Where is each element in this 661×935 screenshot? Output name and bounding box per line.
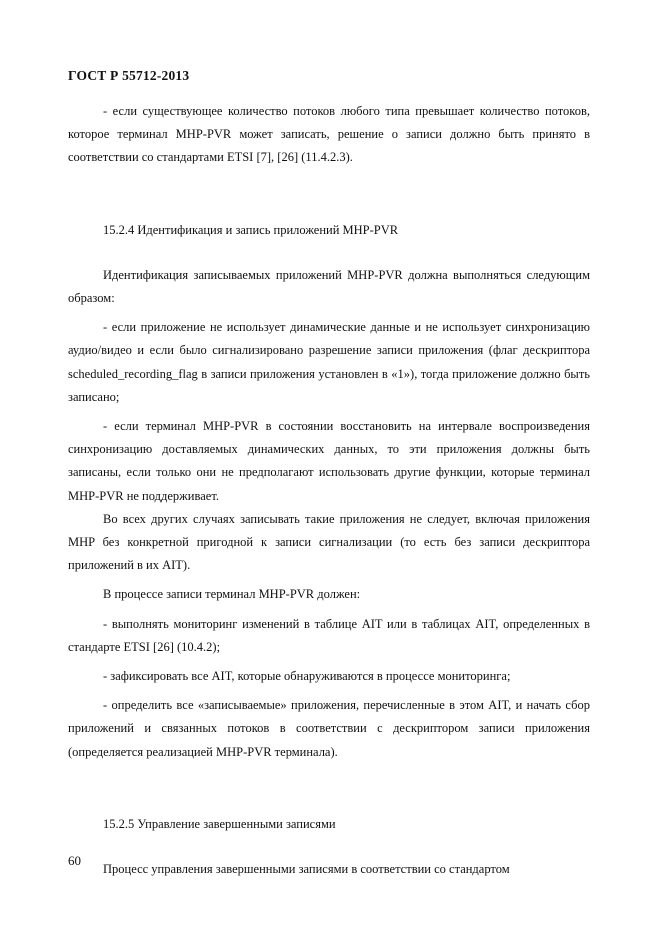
paragraph-sync-restore: - если терминал MHP-PVR в состоянии восстановить на интервале воспроизведения синхронизацию доставляемых динамических данных, то эти приложения должны быть записаны, если только они не предполагают использовать другие функции, которые терминал MHP-PVR не поддерживает.	[68, 419, 590, 503]
paragraph-fix-ait: - зафиксировать все AIT, которые обнаруживаются в процессе мониторинга;	[103, 669, 511, 684]
section-heading-15-2-4: 15.2.4 Идентификация и запись приложений MHP-PVR	[103, 222, 399, 237]
paragraph-identification: Идентификация записываемых приложений MHP-PVR должна выполняться следующим образом:	[68, 267, 590, 306]
paragraph-monitor-ait: - выполнять мониторинг изменений в таблице AIT или в таблицах AIT, определенных в стандарте ETSI [26] (10.4.2);	[68, 616, 590, 654]
document-header: ГОСТ Р 55712-2013	[68, 68, 190, 83]
page-number: 60	[68, 853, 81, 868]
paragraph-during-recording: В процессе записи терминал MHP-PVR должен:	[103, 587, 361, 602]
paragraph-management: Процесс управления завершенными записями в соответствии со стандартом	[103, 862, 510, 877]
paragraph-other-cases: Во всех других случаях записывать такие приложения не следует, включая приложения MHP без конкретной пригодной к записи сигнализации (то есть без записи дескриптора приложений в их AIT).	[68, 511, 590, 573]
document-body	[68, 100, 590, 881]
paragraph-no-dynamic-data: - если приложение не использует динамические данные и не использует синхронизацию аудио/видео и если было сигнализировано разрешение записи приложения (флаг дескриптора scheduled_recording_flag в записи приложения установлен в «1»), тогда приложение должно быть записано;	[68, 320, 590, 404]
paragraph-define-apps: - определить все «записываемые» приложения, перечисленные в этом AIT, и начать сбор приложений и связанных потоков в соответствии с дескриптором записи приложения (определяется реализацией MHP-PVR терминала).	[68, 698, 590, 759]
paragraph-stream-count: - если существующее количество потоков любого типа превышает количество потоков, которое терминал MHP-PVR может записать, решение о записи должно быть принято в соответствии со стандартами ETSI [7], [26] (11.4.2.3).	[68, 104, 590, 165]
section-heading-15-2-5: 15.2.5 Управление завершенными записями	[103, 816, 336, 831]
